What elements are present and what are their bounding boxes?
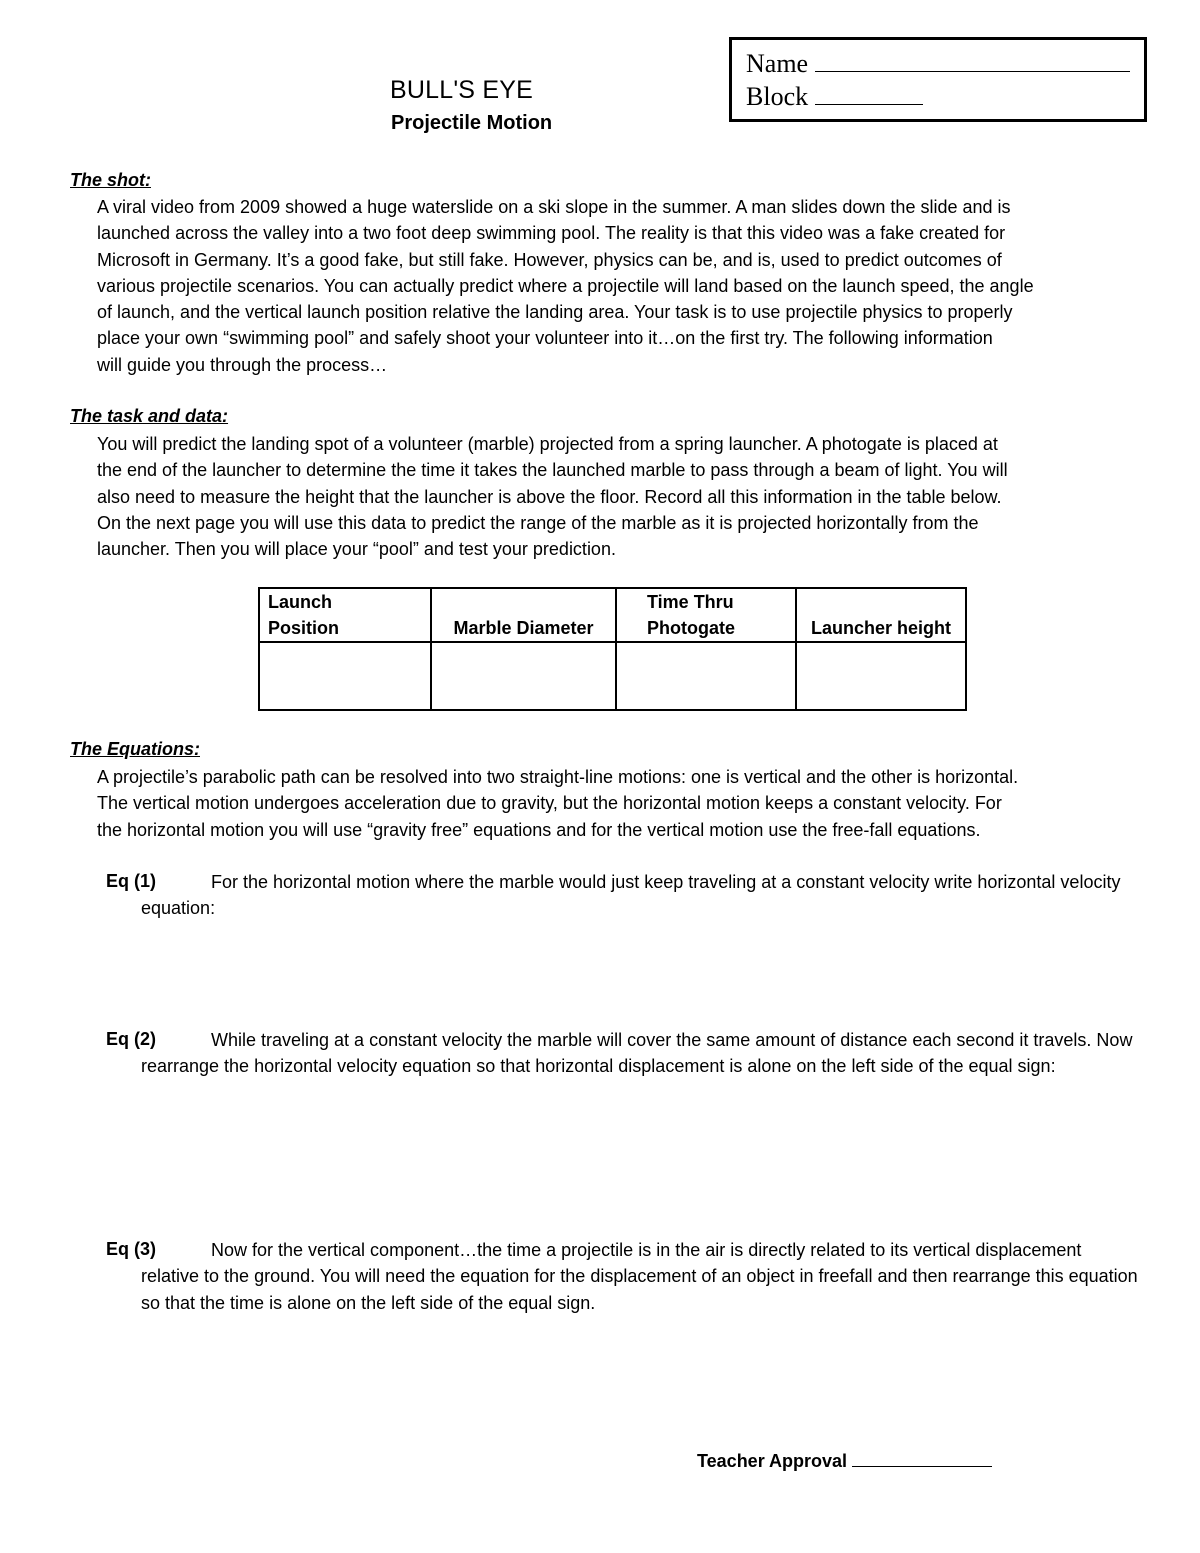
marble-diameter-cell[interactable] xyxy=(431,642,616,710)
launcher-height-cell[interactable] xyxy=(796,642,966,710)
header-line: Time Thru xyxy=(647,592,734,612)
equations-line: the horizontal motion you will use “gravity free” equations and for the vertical motion use the free-fall equations. xyxy=(97,819,981,840)
task-line: the end of the launcher to determine the time it takes the launched marble to pass through a beam of light. You will xyxy=(97,460,1008,481)
page-title: BULL'S EYE xyxy=(390,76,533,104)
time-thru-photogate-cell[interactable] xyxy=(616,642,796,710)
block-row xyxy=(746,80,1144,113)
task-line: You will predict the landing spot of a volunteer (marble) projected from a spring launcher. A photogate is placed at xyxy=(97,434,998,454)
shot-heading: The shot: xyxy=(70,170,151,190)
task-line: also need to measure the height that the launcher is above the floor. Record all this information in the table below. xyxy=(97,486,1002,507)
name-field[interactable] xyxy=(815,51,1130,72)
header-line: Launcher height xyxy=(810,618,951,638)
equations-line: The vertical motion undergoes acceleration due to gravity, but the horizontal motion keeps a constant velocity. For xyxy=(97,793,1002,814)
teacher-approval-label: Teacher Approval xyxy=(697,1451,848,1471)
header-line: Position xyxy=(268,618,339,638)
shot-line: will guide you through the process… xyxy=(97,354,388,375)
eq3-label: Eq (3) xyxy=(106,1239,157,1259)
shot-line: place your own “swimming pool” and safely shoot your volunteer into it…on the first try. The following information xyxy=(97,328,993,349)
launch-position-cell[interactable] xyxy=(259,642,431,710)
name-label: Name xyxy=(746,49,809,78)
header-line: Photogate xyxy=(647,618,735,638)
header-line: Launch xyxy=(268,592,333,612)
table-header-cell xyxy=(616,588,796,642)
shot-line: A viral video from 2009 showed a huge waterslide on a ski slope in the summer. A man slides down the slide and is xyxy=(97,197,1011,217)
name-row xyxy=(746,47,1144,80)
teacher-approval xyxy=(697,1450,992,1472)
header-line: Marble Diameter xyxy=(453,618,594,638)
block-field[interactable] xyxy=(815,84,923,105)
table-header-cell xyxy=(259,588,431,642)
eq2-text: While traveling at a constant velocity the marble will cover the same amount of distance each second it travels. Now rearrange the horizontal velocity equation so that horizontal displacement is alone on the left side of the equal sign: xyxy=(141,1030,1133,1077)
block-label: Block xyxy=(746,82,809,111)
teacher-approval-field[interactable] xyxy=(852,1450,992,1467)
task-paragraph xyxy=(97,431,1142,562)
table-row xyxy=(259,642,966,710)
shot-line: of launch, and the vertical launch position relative the landing area. Your task is to use projectile physics to properly xyxy=(97,302,1013,323)
eq2-label: Eq (2) xyxy=(106,1029,157,1049)
data-table xyxy=(258,587,967,711)
shot-line: Microsoft in Germany. It’s a good fake, but still fake. However, physics can be, and is, used to predict outcomes of xyxy=(97,249,1002,270)
equations-paragraph xyxy=(97,764,1142,843)
shot-line: launched across the valley into a two foot deep swimming pool. The reality is that this video was a fake created for xyxy=(97,223,1006,244)
task-line: On the next page you will use this data to predict the range of the marble as it is projected horizontally from the xyxy=(97,512,979,533)
shot-paragraph xyxy=(97,194,1142,378)
table-header-cell xyxy=(796,588,966,642)
eq3-text: Now for the vertical component…the time a projectile is in the air is directly related to its vertical displacement relative to the ground. You will need the equation for the displacement of an object in freefall and then rearrange this equation so that the time is alone on the left side of the equal sign. xyxy=(141,1240,1138,1313)
shot-line: various projectile scenarios. You can actually predict where a projectile will land based on the launch speed, the angle xyxy=(97,275,1034,296)
eq1-label: Eq (1) xyxy=(106,871,157,891)
equations-heading: The Equations: xyxy=(70,739,200,759)
equations-line: A projectile’s parabolic path can be resolved into two straight-line motions: one is vertical and the other is horizontal. xyxy=(97,767,1019,787)
eq1-text: For the horizontal motion where the marble would just keep traveling at a constant velocity write horizontal velocity equation: xyxy=(141,872,1121,919)
task-heading: The task and data: xyxy=(70,406,229,426)
task-line: launcher. Then you will place your “pool” and test your prediction. xyxy=(97,539,616,560)
table-header-cell xyxy=(431,588,616,642)
page-subtitle: Projectile Motion xyxy=(391,112,553,134)
table-header-row xyxy=(259,588,966,642)
name-block-box xyxy=(729,37,1147,122)
